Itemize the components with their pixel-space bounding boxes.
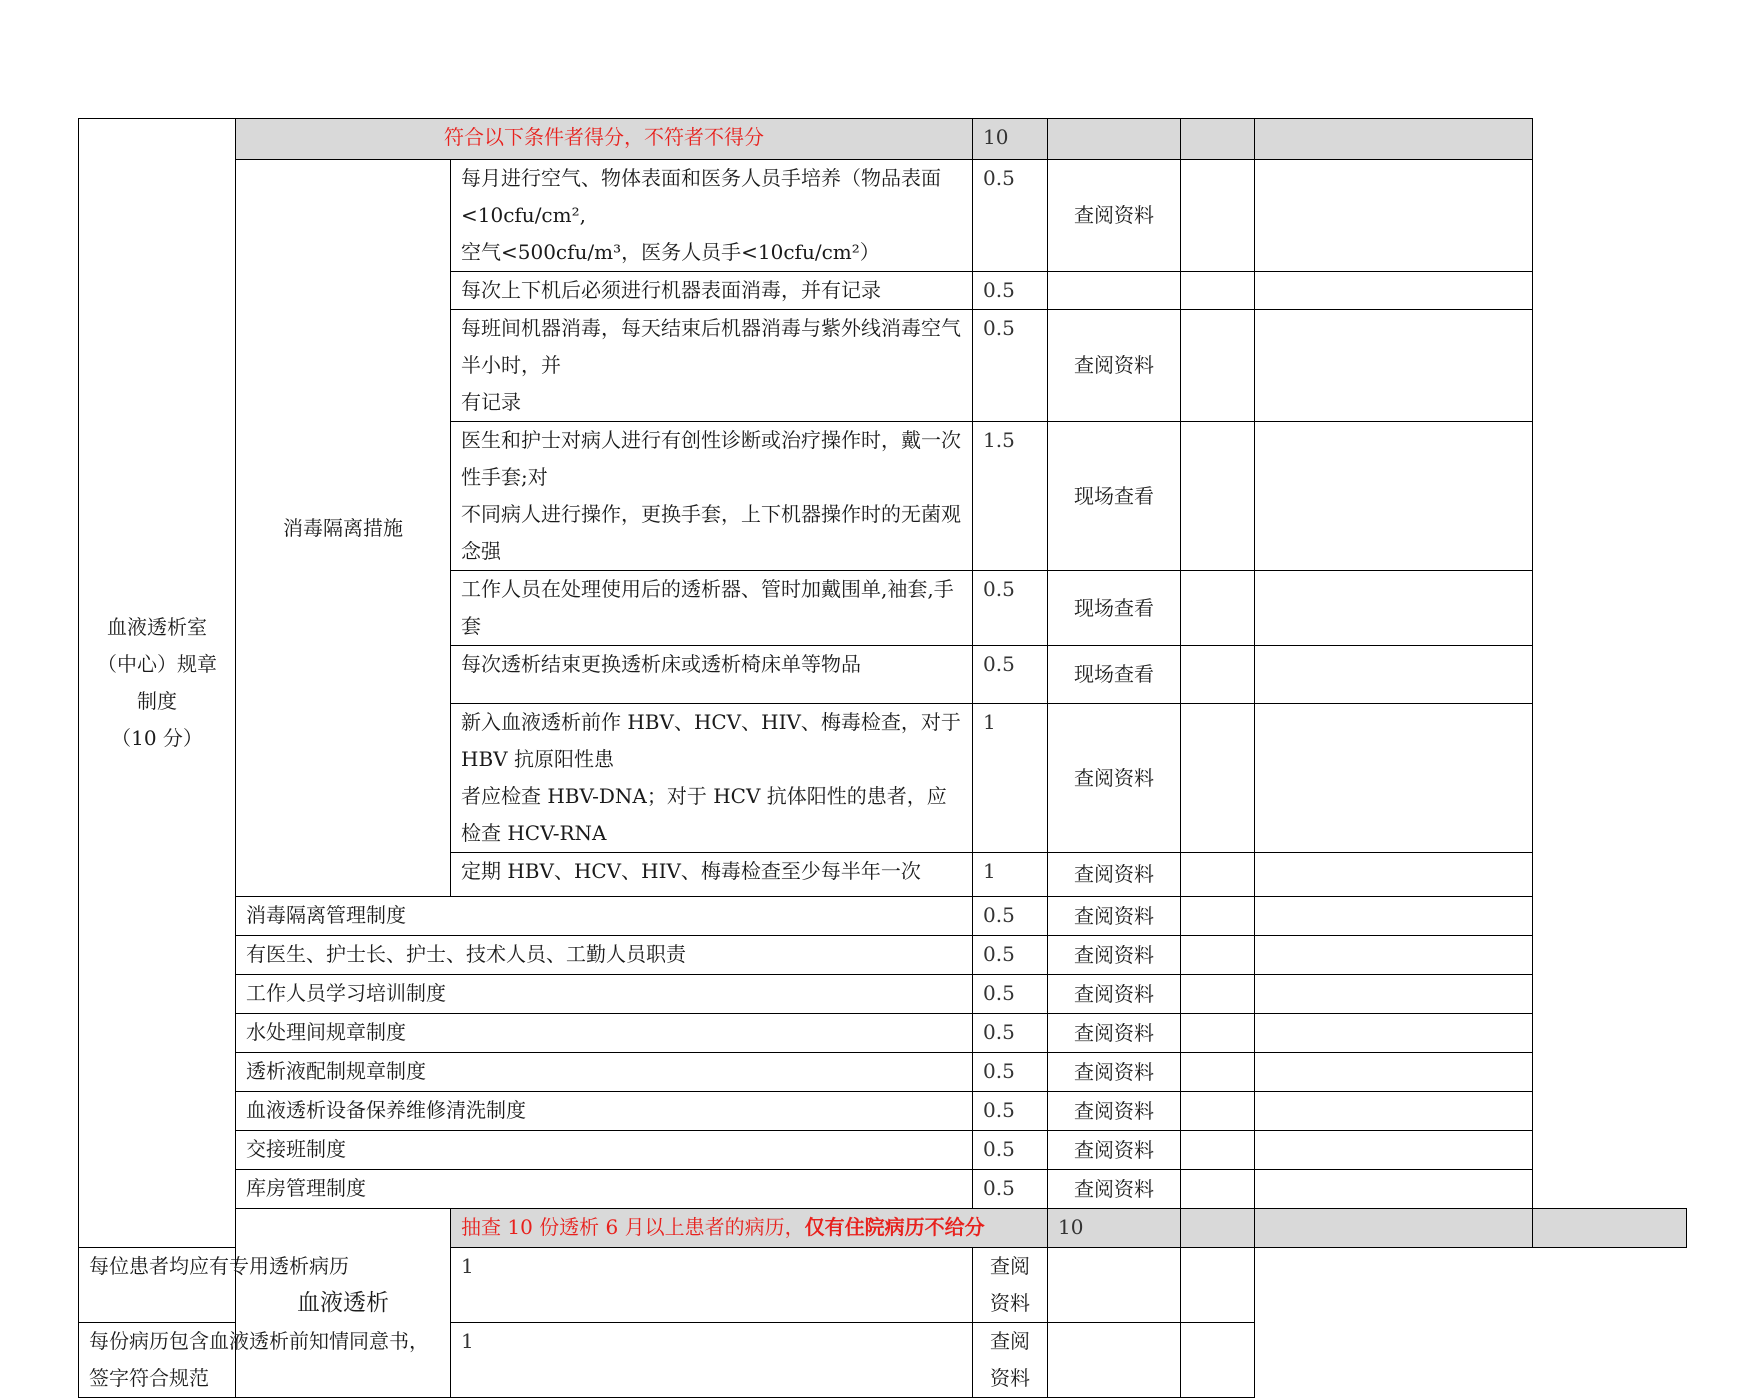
score-cell: 1 (451, 1323, 973, 1398)
criterion-cell: 水处理间规章制度 (236, 1014, 973, 1053)
method-cell: 查阅资料 (1048, 1170, 1181, 1209)
score-cell: 0.5 (973, 1131, 1048, 1170)
method-cell: 查阅资料 (1048, 704, 1181, 853)
category-line: 制度 (137, 689, 177, 713)
score-cell: 1.5 (973, 422, 1048, 571)
criterion-cell: 工作人员在处理使用后的透析器、管时加戴围单,袖套,手套 (451, 571, 973, 646)
criterion-cell: 新入血液透析前作 HBV、HCV、HIV、梅毒检查，对于 HBV 抗原阳性患 者应检查 HBV-DNA；对于 HCV 抗体阳性的患者，应检查 HCV-RNA (451, 704, 973, 853)
table-row (79, 1131, 1687, 1170)
method-cell: 查阅资料 (1048, 1092, 1181, 1131)
section-header-row (79, 119, 1687, 160)
section-header-score: 10 (1048, 1209, 1181, 1248)
score-cell: 0.5 (973, 571, 1048, 646)
score-cell: 1 (973, 853, 1048, 897)
criterion-cell: 有医生、护士长、护士、技术人员、工勤人员职责 (236, 936, 973, 975)
method-cell: 查阅资料 (1048, 853, 1181, 897)
method-cell: 查阅资料 (1048, 1131, 1181, 1170)
criterion-cell: 每位患者均应有专用透析病历 (79, 1248, 451, 1323)
score-cell: 0.5 (973, 975, 1048, 1014)
criterion-cell: 每次上下机后必须进行机器表面消毒，并有记录 (451, 272, 973, 310)
score-cell: 0.5 (973, 646, 1048, 704)
method-cell: 查阅资料 (1048, 897, 1181, 936)
method-cell: 查阅资料 (1048, 975, 1181, 1014)
method-cell: 查阅资料 (973, 1248, 1048, 1323)
method-cell: 查阅资料 (1048, 1053, 1181, 1092)
criterion-cell: 每班间机器消毒，每天结束后机器消毒与紫外线消毒空气半小时，并 有记录 (451, 310, 973, 422)
score-cell: 1 (973, 704, 1048, 853)
criterion-cell: 工作人员学习培训制度 (236, 975, 973, 1014)
section-header-text: 符合以下条件者得分，不符者不得分 (236, 119, 973, 160)
score-cell: 0.5 (973, 1170, 1048, 1209)
score-cell: 0.5 (973, 272, 1048, 310)
method-cell: 查阅资料 (1048, 936, 1181, 975)
category-line: （10 分） (111, 726, 203, 750)
table-row (79, 975, 1687, 1014)
method-cell: 现场查看 (1048, 646, 1181, 704)
criterion-cell: 透析液配制规章制度 (236, 1053, 973, 1092)
score-cell: 0.5 (973, 160, 1048, 272)
score-cell: 0.5 (973, 1014, 1048, 1053)
method-cell: 现场查看 (1048, 571, 1181, 646)
criterion-cell: 每次透析结束更换透析床或透析椅床单等物品 (451, 646, 973, 704)
criterion-cell: 每份病历包含血液透析前知情同意书，签字符合规范 (79, 1323, 451, 1398)
method-cell (1048, 272, 1181, 310)
criterion-cell: 每月进行空气、物体表面和医务人员手培养（物品表面<10cfu/cm², 空气<500cfu/m³，医务人员手<10cfu/cm²） (451, 160, 973, 272)
criterion-cell: 血液透析设备保养维修清洗制度 (236, 1092, 973, 1131)
section-header-text: 抽查 10 份透析 6 月以上患者的病历，仅有住院病历不给分 (451, 1209, 1048, 1248)
method-cell: 查阅资料 (1048, 1014, 1181, 1053)
table-row (79, 1092, 1687, 1131)
criterion-cell: 交接班制度 (236, 1131, 973, 1170)
table-row (79, 1053, 1687, 1092)
score-cell: 0.5 (973, 936, 1048, 975)
score-cell: 0.5 (973, 1092, 1048, 1131)
criterion-cell: 库房管理制度 (236, 1170, 973, 1209)
method-cell: 查阅资料 (973, 1323, 1048, 1398)
category-cell (79, 119, 236, 1248)
score-cell: 1 (451, 1248, 973, 1323)
table-row (79, 160, 1687, 272)
method-cell: 现场查看 (1048, 422, 1181, 571)
category-cell: 血液透析 (236, 1209, 451, 1398)
category-line: 血液透析室 (107, 615, 207, 639)
table-row (79, 1014, 1687, 1053)
table-row (79, 1323, 1687, 1398)
criterion-cell: 定期 HBV、HCV、HIV、梅毒检查至少每半年一次 (451, 853, 973, 897)
section-header-row (79, 1209, 1687, 1248)
score-cell: 0.5 (973, 310, 1048, 422)
criterion-cell: 消毒隔离管理制度 (236, 897, 973, 936)
method-cell: 查阅资料 (1048, 310, 1181, 422)
criterion-cell: 医生和护士对病人进行有创性诊断或治疗操作时，戴一次性手套;对 不同病人进行操作，更换手套，上下机器操作时的无菌观念强 (451, 422, 973, 571)
subcategory-cell: 消毒隔离措施 (236, 160, 451, 897)
evaluation-table (78, 118, 1687, 1398)
section-header-score: 10 (973, 119, 1048, 160)
category-line: （中心）规章 (97, 652, 217, 676)
table-row (79, 897, 1687, 936)
score-cell: 0.5 (973, 897, 1048, 936)
table-row (79, 936, 1687, 975)
method-cell: 查阅资料 (1048, 160, 1181, 272)
score-cell: 0.5 (973, 1053, 1048, 1092)
table-row (79, 1170, 1687, 1209)
